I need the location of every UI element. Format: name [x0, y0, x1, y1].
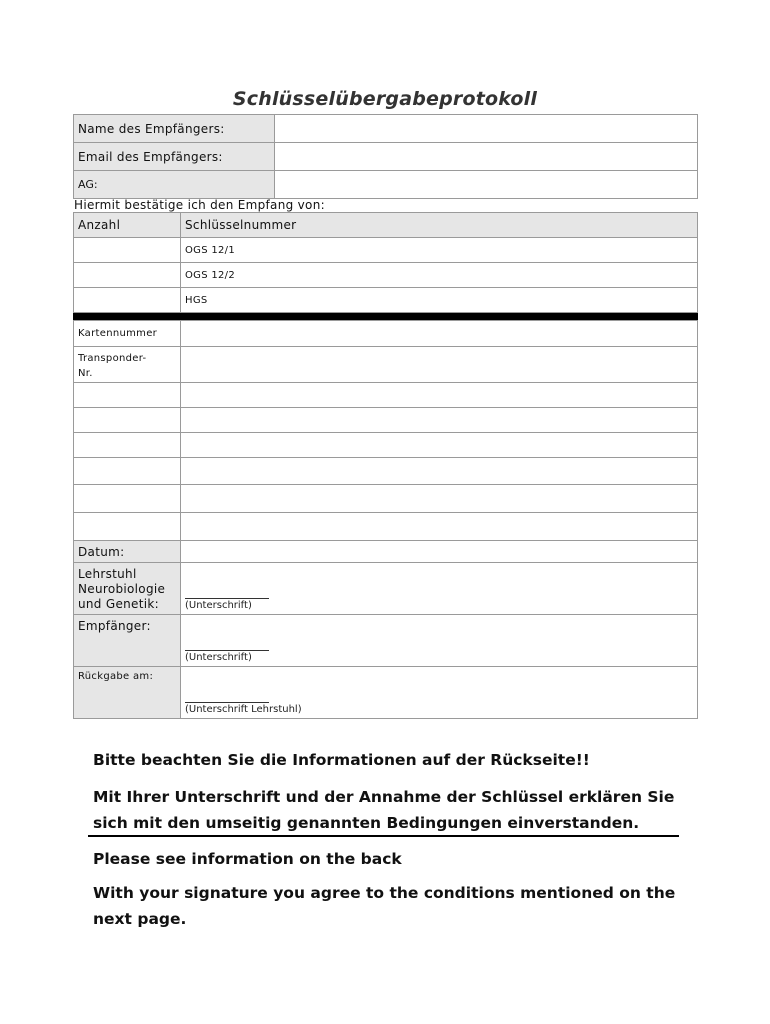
table-row — [74, 513, 698, 541]
signature-caption: (Unterschrift Lehrstuhl) — [185, 704, 302, 715]
details-table — [73, 320, 698, 719]
count-field[interactable] — [74, 408, 181, 433]
entry-field[interactable] — [181, 433, 698, 458]
recipient-signature-label: Empfänger: — [74, 615, 181, 667]
divider — [88, 835, 679, 837]
count-field[interactable] — [74, 238, 181, 263]
entry-field[interactable] — [181, 383, 698, 408]
chair-label: Lehrstuhl Neurobiologie und Genetik: — [74, 563, 181, 615]
card-number-label: Kartennummer — [74, 321, 181, 347]
entry-field[interactable] — [181, 513, 698, 541]
count-field[interactable] — [74, 433, 181, 458]
separator-bar — [73, 313, 698, 320]
count-field[interactable] — [74, 513, 181, 541]
table-row — [74, 143, 698, 171]
note-agreement-de: Mit Ihrer Unterschrift und der Annahme der Schlüssel erklären Sie sich mit den umseitig genannten Bedingungen einverstanden. — [93, 788, 675, 832]
ag-field[interactable] — [275, 171, 698, 199]
signature-caption: (Unterschrift) — [185, 652, 252, 663]
intro-text: Hiermit bestätige ich den Empfang von: — [74, 198, 325, 212]
date-label: Datum: — [74, 541, 181, 563]
table-row — [74, 563, 698, 615]
table-row — [74, 238, 698, 263]
page-title: Schlüsselübergabeprotokoll — [232, 88, 538, 110]
recipient-email-field[interactable] — [275, 143, 698, 171]
transponder-field[interactable] — [181, 347, 698, 383]
table-row — [74, 433, 698, 458]
entry-field[interactable] — [181, 408, 698, 433]
col-header-key: Schlüsselnummer — [181, 213, 698, 238]
count-field[interactable] — [74, 383, 181, 408]
table-row — [74, 408, 698, 433]
key-number-cell: OGS 12/1 — [181, 238, 698, 263]
count-field[interactable] — [74, 458, 181, 485]
count-field[interactable] — [74, 485, 181, 513]
card-number-field[interactable] — [181, 321, 698, 347]
table-row — [74, 171, 698, 199]
signature-caption: (Unterschrift) — [185, 600, 252, 611]
count-field[interactable] — [74, 288, 181, 313]
table-row — [74, 321, 698, 347]
key-number-cell: OGS 12/2 — [181, 263, 698, 288]
table-header-row — [74, 213, 698, 238]
entry-field[interactable] — [181, 485, 698, 513]
table-row — [74, 667, 698, 719]
date-field[interactable] — [181, 541, 698, 563]
entry-field[interactable] — [181, 458, 698, 485]
key-number-cell: HGS — [181, 288, 698, 313]
return-signature-field[interactable] — [181, 667, 698, 719]
table-row — [74, 115, 698, 143]
transponder-label: Transponder- Nr. — [74, 347, 181, 383]
recipient-signature-field[interactable] — [181, 615, 698, 667]
table-row — [74, 485, 698, 513]
note-back-info-de: Bitte beachten Sie die Informationen auf der Rückseite!! — [93, 751, 590, 769]
recipient-email-label: Email des Empfängers: — [74, 143, 275, 171]
table-row — [74, 541, 698, 563]
chair-signature-field[interactable] — [181, 563, 698, 615]
recipient-table — [73, 114, 698, 199]
table-row — [74, 615, 698, 667]
count-field[interactable] — [74, 263, 181, 288]
table-row — [74, 288, 698, 313]
note-agreement-en: With your signature you agree to the conditions mentioned on the next page. — [93, 884, 676, 928]
keys-table — [73, 212, 698, 313]
table-row — [74, 347, 698, 383]
ag-label: AG: — [74, 171, 275, 199]
table-row — [74, 383, 698, 408]
return-label: Rückgabe am: — [74, 667, 181, 719]
table-row — [74, 458, 698, 485]
table-row — [74, 263, 698, 288]
col-header-count: Anzahl — [74, 213, 181, 238]
recipient-name-label: Name des Empfängers: — [74, 115, 275, 143]
note-back-info-en: Please see information on the back — [93, 850, 402, 868]
recipient-name-field[interactable] — [275, 115, 698, 143]
